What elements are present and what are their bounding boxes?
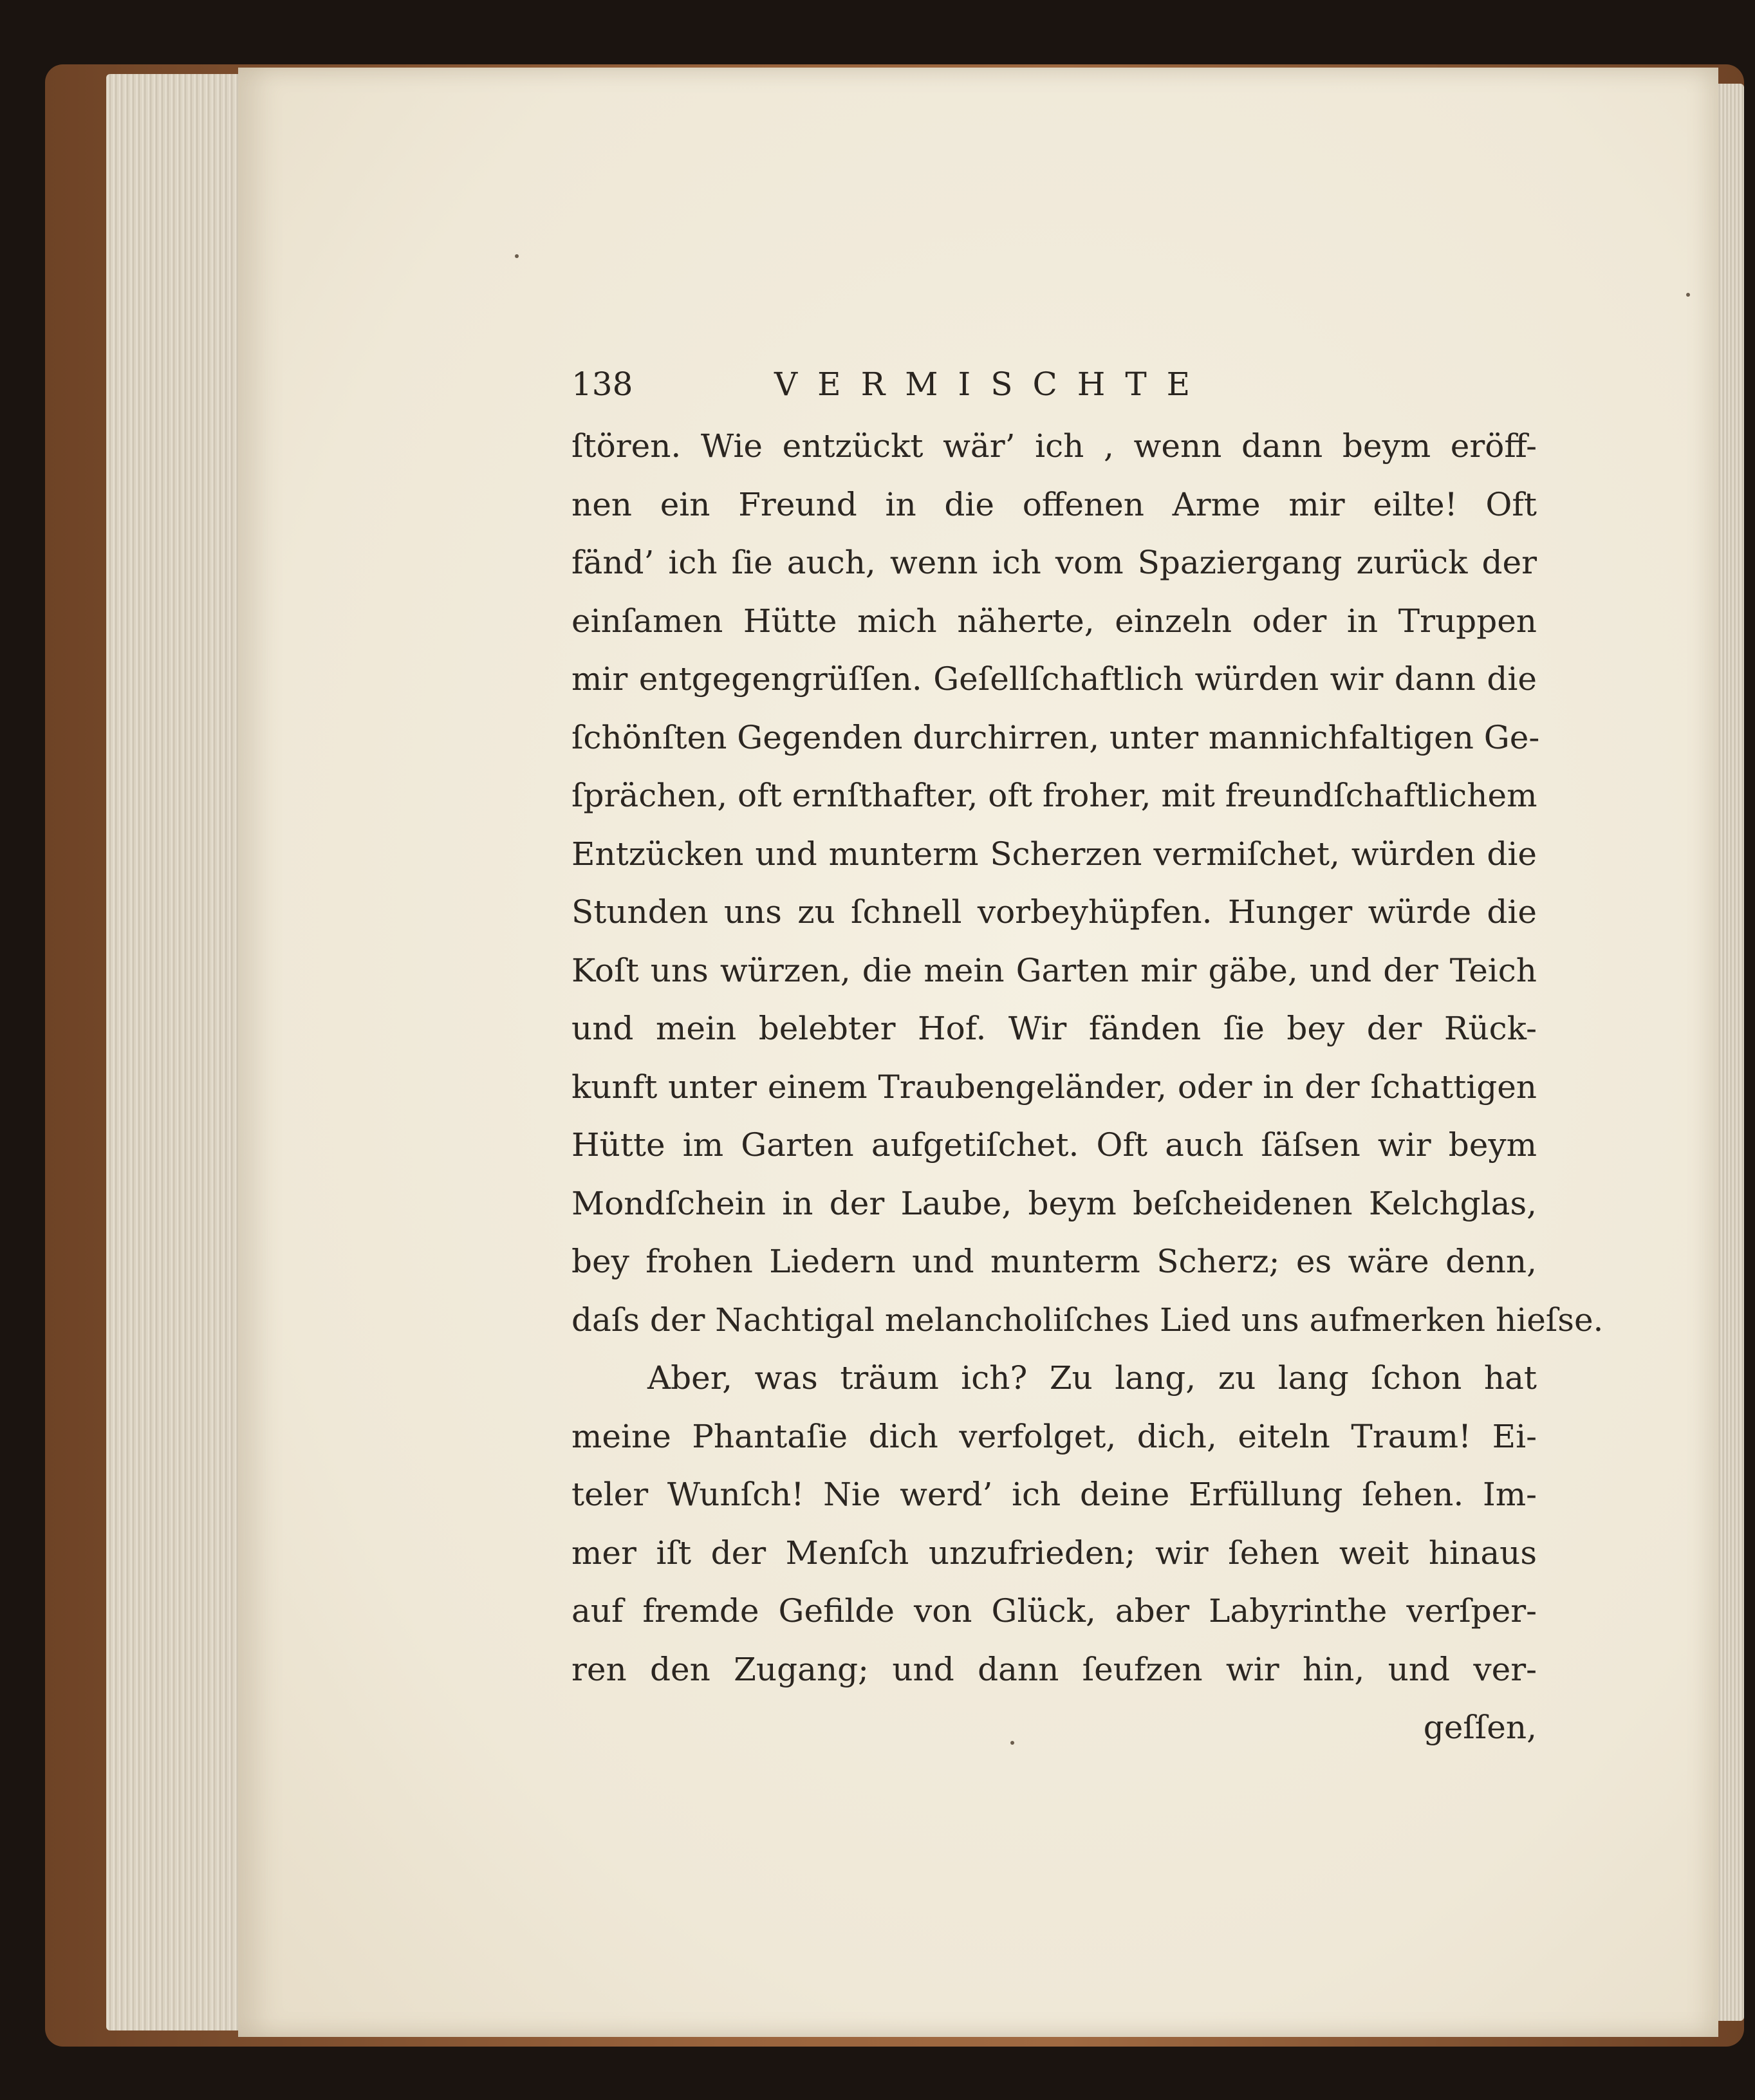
text-line: mir entgegengrüſſen. Geſellſchaftlich würden wir dann die <box>571 660 1537 698</box>
text-line: und mein belebter Hof. Wir fänden ſie bey der Rück- <box>571 1010 1537 1047</box>
page-edges-left <box>106 74 254 2030</box>
paper-speck <box>1686 293 1690 297</box>
text-line: ſtören. Wie entzückt wär’ ich , wenn dann beym eröff- <box>571 427 1537 465</box>
page-header <box>571 366 1337 411</box>
body-text <box>571 417 1604 1757</box>
text-line: fänd’ ich ſie auch, wenn ich vom Spaziergang zurück der <box>571 544 1537 581</box>
text-line: Stunden uns zu ſchnell vorbeyhüpfen. Hunger würde die <box>571 893 1537 931</box>
text-line: daſs der Nachtigal melancholiſches Lied uns aufmerken hieſse. <box>571 1301 1604 1339</box>
text-line: meine Phantaſie dich verfolget, dich, eiteln Traum! Ei- <box>571 1417 1537 1455</box>
text-line: Hütte im Garten aufgetiſchet. Oft auch ſäſsen wir beym <box>571 1126 1537 1164</box>
running-title: VERMISCHTE <box>774 366 1211 403</box>
text-line: mer iſt der Menſch unzufrieden; wir ſehen weit hinaus <box>571 1534 1537 1572</box>
text-line: Koſt uns würzen, die mein Garten mir gäbe, und der Teich <box>571 951 1537 989</box>
paper-speck <box>1010 1741 1014 1745</box>
text-line: teler Wunſch! Nie werd’ ich deine Erfüllung ſehen. Im- <box>571 1476 1537 1513</box>
page-number: 138 <box>571 366 633 403</box>
text-line: ren den Zugang; und dann ſeufzen wir hin, und ver- <box>571 1650 1537 1688</box>
text-line: bey frohen Liedern und munterm Scherz; es wäre denn, <box>571 1243 1537 1280</box>
text-line: ſchönſten Gegenden durchirren, unter mannichfaltigen Ge- <box>571 718 1540 756</box>
text-line: Entzücken und munterm Scherzen vermiſchet, würden die <box>571 835 1537 873</box>
text-line: auf fremde Gefilde von Glück, aber Labyrinthe verſper- <box>571 1592 1537 1630</box>
text-line: nen ein Freund in die offenen Arme mir eilte! Oft <box>571 485 1537 523</box>
text-line: einſamen Hütte mich näherte, einzeln oder in Truppen <box>571 602 1537 640</box>
text-line: Aber, was träum ich? Zu lang, zu lang ſchon hat <box>647 1359 1537 1397</box>
paper-speck <box>515 254 519 258</box>
text-line: Mondſchein in der Laube, beym beſcheidenen Kelchglas, <box>571 1184 1537 1222</box>
text-line: ſprächen, oft ernſthafter, oft froher, mit freundſchaftlichem <box>571 777 1537 814</box>
catchword: geſſen, <box>1423 1709 1537 1746</box>
text-line: kunft unter einem Traubengeländer, oder in der ſchattigen <box>571 1068 1537 1106</box>
